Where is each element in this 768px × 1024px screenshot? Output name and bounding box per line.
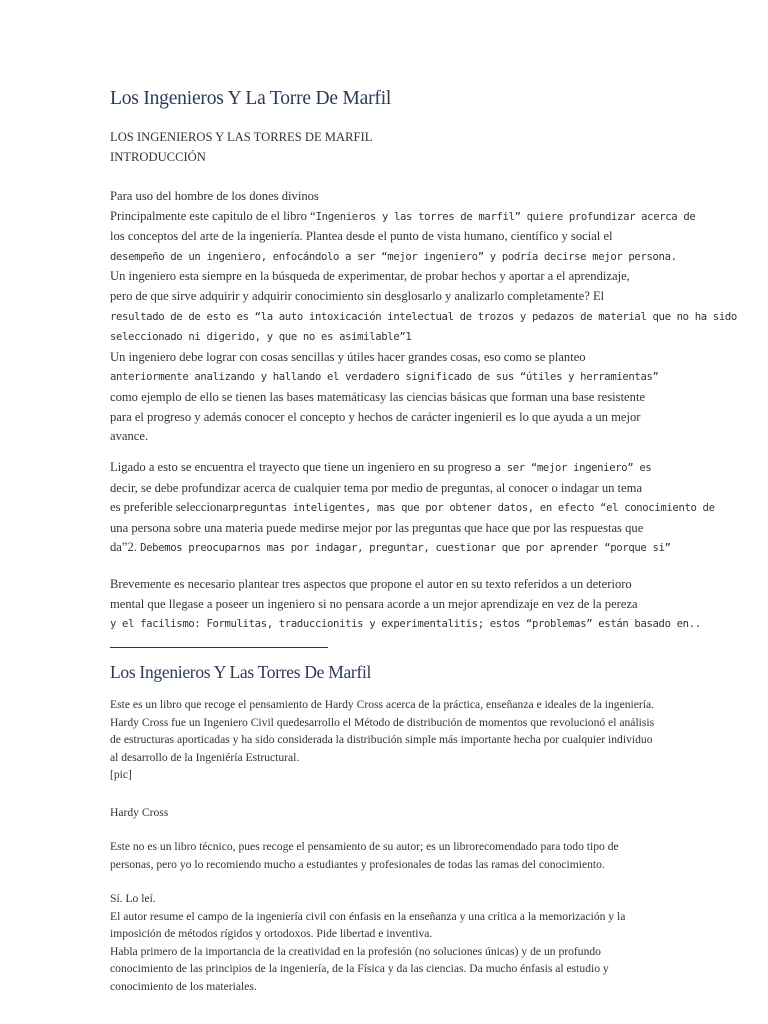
separator-rule xyxy=(110,647,328,648)
text-line xyxy=(110,538,671,559)
text-line xyxy=(110,187,662,207)
text-line: de estructuras aporticadas y ha sido considerada la distribución simple más importante hecha por cualquier individuo xyxy=(110,733,653,747)
text-line: conocimiento de las principios de la ingeniería, de la Física y da las ciencias. Da mucho énfasis al estudio y xyxy=(110,962,609,976)
paragraph-aspects xyxy=(110,575,701,635)
text-line xyxy=(110,498,715,519)
text-segment: es preferible seleccionar xyxy=(110,500,233,515)
text-segment: Un ingeniero esta siempre en la búsqueda de experimentar, de probar hechos y aportar a el aprendizaje, xyxy=(110,269,630,284)
text-line: Hardy Cross fue un Ingeniero Civil quedesarrollo el Método de distribución de momentos que revolucionó el análisis xyxy=(110,715,655,729)
text-segment: da”2. xyxy=(110,540,141,555)
text-segment: decir, se debe profundizar acerca de cualquier tema por medio de preguntas, al conocer o indagar un tema xyxy=(110,480,643,495)
text-segment: una persona sobre una materia puede medirse mejor por las preguntas que hace que por las respuestas que xyxy=(110,520,644,535)
section-title: Los Ingenieros Y Las Torres De Marfil xyxy=(110,662,372,682)
text-line xyxy=(110,614,701,635)
document-title: Los Ingenieros Y La Torre De Marfil xyxy=(110,88,392,109)
paragraph-book-summary xyxy=(110,696,662,784)
heading-line: LOS INGENIEROS Y LAS TORRES DE MARFIL xyxy=(110,130,373,144)
text-segment-alt: Ingenieros y las torres de marfil” quiere profundizar acerca de xyxy=(315,210,696,223)
paragraph-questions xyxy=(110,458,715,559)
text-line xyxy=(110,348,662,368)
text-line: imposición de métodos rígidos y ortodoxos. Pide libertad e inventiva. xyxy=(110,927,433,941)
text-segment: Un ingeniero debe lograr con cosas sencillas y útiles hacer grandes cosas, eso como se planteo xyxy=(110,349,586,364)
caption-text: Hardy Cross xyxy=(110,806,169,819)
paragraph-intro xyxy=(110,187,737,447)
text-line xyxy=(110,267,662,287)
text-line: [pic] xyxy=(110,768,132,782)
text-line xyxy=(110,207,696,228)
text-line: Este no es un libro técnico, pues recoge el pensamiento de su autor; es un librorecomendado para todo tipo de xyxy=(110,840,619,853)
text-line xyxy=(110,479,662,499)
paragraph-recommendation xyxy=(110,838,662,873)
text-segment: Brevemente es necesario plantear tres aspectos que propone el autor en su texto referidos a un deterioro xyxy=(110,577,632,591)
text-segment-alt: seleccionado ni digerido, y que no es asimilable”1 xyxy=(110,331,412,344)
text-line: El autor resume el campo de la ingeniería civil con énfasis en la enseñanza y una crítica a la memorización y la xyxy=(110,909,626,923)
text-line: personas, pero yo lo recomiendo mucho a estudiantes y profesionales de todas las ramas del conocimiento. xyxy=(110,857,605,871)
text-line xyxy=(110,575,662,595)
text-line xyxy=(110,458,662,479)
text-line xyxy=(110,247,677,268)
text-segment-alt: resultado de de esto es “la auto intoxicación intelectual de trozos y pedazos de material que no ha sido xyxy=(110,310,737,323)
caption-hardy-cross xyxy=(110,804,662,822)
text-line xyxy=(110,408,662,428)
paragraph-review xyxy=(110,890,662,996)
text-segment: como ejemplo de ello se tienen las bases matemáticasy las ciencias básicas que forman una base resistente xyxy=(110,389,646,404)
text-segment: Ligado a esto se encuentra el trayecto que tiene un ingeniero en su progreso xyxy=(110,460,495,474)
text-line: conocimiento de los materiales. xyxy=(110,979,257,993)
text-segment-alt: a ser “mejor ingeniero” es xyxy=(494,462,652,474)
text-line xyxy=(110,595,662,615)
text-line xyxy=(110,519,662,539)
text-segment-alt: Debemos preocuparnos mas por indagar, preguntar, cuestionar que por aprender “porque si” xyxy=(140,542,671,555)
text-line: al desarrollo de la Ingeniéría Estructural. xyxy=(110,750,300,764)
text-segment: para el progreso y además conocer el concepto y hechos de carácter ingenieril es lo que ayuda a un mejor xyxy=(110,409,641,424)
text-line: Sí. Lo leí. xyxy=(110,892,156,905)
intro-heading xyxy=(110,128,662,167)
text-line xyxy=(110,227,662,247)
text-segment: Principalmente este capitulo de el libro “ xyxy=(110,208,316,223)
text-segment-alt: preguntas inteligentes, mas que por obtener datos, en efecto “el conocimiento de xyxy=(232,502,715,515)
text-segment: Para uso del hombre de los dones divinos xyxy=(110,189,319,203)
text-line xyxy=(110,327,662,348)
text-line xyxy=(110,307,737,328)
text-segment: pero de que sirve adquirir y adquirir conocimiento sin desglosarlo y analizarlo completamente? El xyxy=(110,288,605,303)
text-segment: avance. xyxy=(110,429,149,444)
text-segment-alt: anteriormente analizando y hallando el verdadero significado de sus “útiles y herramientas” xyxy=(110,371,659,384)
text-segment-alt: y el facilismo: Formulitas, traduccionitis y experimentalitis; estos “problemas” están basado en.. xyxy=(110,618,701,631)
text-line xyxy=(110,287,662,307)
text-segment: los conceptos del arte de la ingeniería. Plantea desde el punto de vista humano, científico y social el xyxy=(110,229,613,244)
heading-line: INTRODUCCIÓN xyxy=(110,149,206,164)
text-line xyxy=(110,427,662,447)
text-segment-alt: desempeño de un ingeniero, enfocándolo a ser “mejor ingeniero” y podría decirse mejor persona. xyxy=(110,250,677,263)
text-line xyxy=(110,388,662,408)
text-segment: mental que llegase a poseer un ingeniero si no pensara acorde a un mejor aprendizaje en vez de la pereza xyxy=(110,596,638,611)
text-line xyxy=(110,367,662,388)
text-line: Este es un libro que recoge el pensamiento de Hardy Cross acerca de la práctica, enseñanza e ideales de la ingeniería. xyxy=(110,698,655,711)
text-line: Habla primero de la importancia de la creatividad en la profesión (no soluciones únicas) y de un profundo xyxy=(110,944,601,958)
